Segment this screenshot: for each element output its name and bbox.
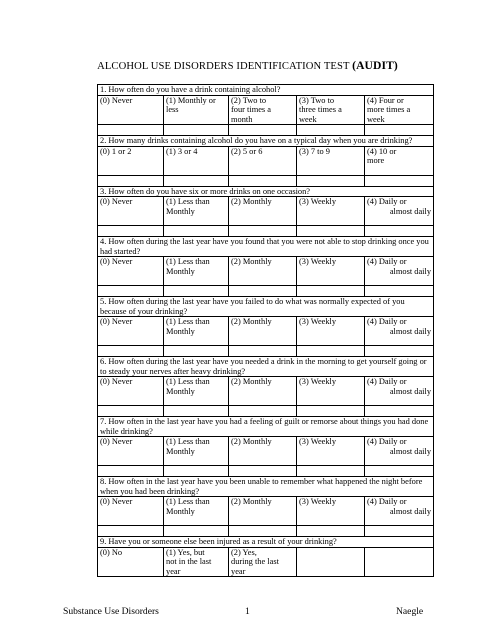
answer-option [164,437,229,466]
answer-option-line: month [231,114,253,124]
answer-option-line: (3) 7 to 9 [299,146,330,156]
answer-option-line: (2) Monthly [231,257,272,266]
answer-option [98,317,164,346]
spacer-cell [164,175,229,186]
spacer-cell [98,526,164,537]
answer-option [297,146,365,175]
answer-option-line: during the last [231,557,279,566]
spacer-cell [229,286,297,297]
answer-option [98,377,164,406]
answer-option-line: Monthly [166,446,195,456]
spacer-cell [365,226,434,237]
answer-option [365,317,434,346]
answer-option [365,257,434,286]
answer-option-line: year [231,566,246,576]
answer-option [229,146,297,175]
answer-option-line: (0) 1 or 2 [100,146,132,156]
answer-option [365,146,434,175]
footer-author: Naegle [396,606,424,617]
spacer-cell [229,175,297,186]
spacer-cell [297,346,365,357]
answer-option [365,377,434,406]
question-row [98,417,434,437]
spacer-cell [229,226,297,237]
answer-option-line: (0) Never [100,197,133,206]
answer-option [297,317,365,346]
answer-options-row [98,377,434,406]
spacer-cell [98,226,164,237]
question-row [98,186,434,197]
spacer-cell [365,125,434,136]
answer-option [229,257,297,286]
question-text: 2. How many drinks containing alcohol do you have on a typical day when you are drinking? [98,136,434,147]
spacer-cell [164,346,229,357]
answer-option [164,257,229,286]
spacer-row [98,175,434,186]
spacer-cell [365,346,434,357]
answer-option-line: (3) Two to [299,95,335,105]
answer-option [164,197,229,226]
spacer-cell [98,125,164,136]
spacer-cell [164,286,229,297]
answer-option [98,497,164,526]
question-row [98,357,434,377]
answer-option-line: (0) Never [100,317,133,326]
answer-option [365,497,434,526]
answer-option [164,317,229,346]
answer-option-line: (1) 3 or 4 [166,146,198,156]
answer-option-line: (4) Daily or [367,497,407,506]
answer-option [229,317,297,346]
footer-section: Substance Use Disorders [63,606,159,617]
spacer-cell [164,526,229,537]
answer-option-line: (0) Never [100,437,133,446]
answer-option-line: (3) Weekly [299,497,337,506]
answer-option-line: more times a [367,105,411,114]
question-text: 6. How often during the last year have you needed a drink in the morning to get yourself going or to steady your nerves after heavy drinking? [98,357,434,377]
footer-page-number: 1 [245,606,250,617]
answer-option [229,197,297,226]
question-text: 5. How often during the last year have you failed to do what was normally expected of you because of your drinking? [98,297,434,317]
answer-option-line: (0) Never [100,257,133,266]
answer-option-line: almost daily [389,386,432,396]
answer-option [98,197,164,226]
answer-options-row [98,437,434,466]
answer-option-line: (3) Weekly [299,197,337,206]
answer-option-line: (0) Never [100,377,133,386]
answer-option [164,377,229,406]
spacer-cell [164,466,229,477]
spacer-cell [164,125,229,136]
answer-option [98,547,164,577]
spacer-cell [229,125,297,136]
answer-option-line: Monthly [166,266,195,276]
spacer-cell [98,466,164,477]
answer-option-line: (2) Monthly [231,197,272,206]
answer-options-row [98,146,434,175]
answer-option [229,437,297,466]
question-row [98,477,434,497]
answer-option-line: (2) Monthly [231,497,272,506]
answer-option-line: (4) Daily or [367,197,407,206]
answer-option-line: (2) Two to [231,95,267,105]
answer-option-line: (1) Less than [166,317,210,326]
answer-option [297,95,365,125]
answer-option-line: almost daily [389,206,432,216]
answer-option-line: (2) Monthly [231,437,272,446]
answer-option-line: three times a [299,105,342,114]
answer-option [297,377,365,406]
answer-option-line: (3) Weekly [299,437,337,446]
question-text: 7. How often in the last year have you had a feeling of guilt or remorse about things you had done while drinking? [98,417,434,437]
answer-option-line: (4) 10 or [367,146,397,156]
answer-option-line: Monthly [166,326,195,336]
spacer-cell [98,286,164,297]
answer-options-row [98,257,434,286]
spacer-cell [297,226,365,237]
answer-option-line: (4) Four or [367,95,404,105]
spacer-cell [297,286,365,297]
answer-option [229,95,297,125]
question-row [98,297,434,317]
spacer-row [98,526,434,537]
spacer-cell [229,346,297,357]
answer-option [297,437,365,466]
answer-options-row [98,547,434,577]
spacer-cell [297,466,365,477]
answer-option [98,437,164,466]
answer-option [365,437,434,466]
answer-option [297,497,365,526]
spacer-cell [297,125,365,136]
answer-option-line: year [166,566,181,576]
answer-option [98,95,164,125]
spacer-cell [229,466,297,477]
spacer-row [98,466,434,477]
answer-option-line: Monthly [166,386,195,396]
answer-option-line: (1) Less than [166,257,210,266]
spacer-cell [98,406,164,417]
answer-option [98,257,164,286]
answer-option-line: week [367,114,385,124]
spacer-cell [365,175,434,186]
answer-option [365,95,434,125]
answer-option-line: almost daily [389,506,432,516]
spacer-cell [98,175,164,186]
answer-option [164,95,229,125]
spacer-cell [297,175,365,186]
answer-option [297,197,365,226]
answer-option-line: (1) Monthly or [166,95,216,105]
answer-option-line: (1) Less than [166,197,210,206]
answer-option-line: more [367,156,385,165]
spacer-cell [365,286,434,297]
answer-option [365,547,434,577]
question-row [98,537,434,548]
answer-option-line: (4) Daily or [367,257,407,266]
title-main: ALCOHOL USE DISORDERS IDENTIFICATION TEST [97,61,350,72]
spacer-row [98,125,434,136]
answer-option-line: (3) Weekly [299,317,337,326]
question-text: 9. Have you or someone else been injured as a result of your drinking? [98,537,434,548]
answer-option [164,497,229,526]
answer-option [229,377,297,406]
answer-option-line: less [166,105,179,114]
answer-option-line: almost daily [389,266,432,276]
answer-option-line: (4) Daily or [367,377,407,386]
answer-options-row [98,497,434,526]
spacer-cell [297,406,365,417]
spacer-row [98,346,434,357]
answer-options-row [98,197,434,226]
document-title [0,59,495,72]
spacer-cell [98,346,164,357]
answer-option-line: almost daily [389,326,432,336]
spacer-row [98,406,434,417]
answer-option [164,146,229,175]
question-row [98,237,434,257]
answer-option-line: (2) 5 or 6 [231,146,263,156]
answer-option-line: (2) Monthly [231,317,272,326]
answer-option-line: (2) Monthly [231,377,272,386]
answer-option-line: (4) Daily or [367,437,407,446]
answer-option-line: Monthly [166,506,195,516]
answer-options-row [98,317,434,346]
answer-option [229,497,297,526]
answer-option-line: (3) Weekly [299,377,337,386]
spacer-row [98,226,434,237]
audit-questionnaire-table [97,84,434,577]
answer-option [98,146,164,175]
answer-option-line: four times a [231,105,272,114]
question-text: 3. How often do you have six or more drinks on one occasion? [98,186,434,197]
answer-option-line: (2) Yes, [231,547,257,557]
spacer-cell [365,406,434,417]
spacer-row [98,286,434,297]
question-text: 8. How often in the last year have you been unable to remember what happened the night before when you had been drinking? [98,477,434,497]
answer-option-line: (1) Less than [166,497,210,506]
answer-option-line: (3) Weekly [299,257,337,266]
spacer-cell [164,406,229,417]
answer-option-line: (0) Never [100,497,133,506]
answer-options-row [98,95,434,125]
question-text: 4. How often during the last year have you found that you were not able to stop drinking once you had started? [98,237,434,257]
answer-option-line: (4) Daily or [367,317,407,326]
answer-option-line: not in the last [166,557,212,566]
answer-option-line: (0) Never [100,95,133,105]
spacer-cell [365,466,434,477]
answer-option-line: (1) Less than [166,437,210,446]
spacer-cell [365,526,434,537]
spacer-cell [229,406,297,417]
answer-option-line: (1) Less than [166,377,210,386]
answer-option [297,547,365,577]
title-acronym: (AUDIT) [352,59,398,72]
spacer-cell [164,226,229,237]
answer-option [365,197,434,226]
answer-option-line: almost daily [389,446,432,456]
answer-option-line: Monthly [166,206,195,216]
answer-option-line: (0) No [100,547,123,557]
answer-option-line: (1) Yes, but [166,547,205,557]
answer-option [229,547,297,577]
question-row [98,136,434,147]
question-row [98,85,434,96]
spacer-cell [297,526,365,537]
spacer-cell [229,526,297,537]
answer-option-line: week [299,114,317,124]
answer-option [297,257,365,286]
question-text: 1. How often do you have a drink containing alcohol? [98,85,434,96]
answer-option [164,547,229,577]
